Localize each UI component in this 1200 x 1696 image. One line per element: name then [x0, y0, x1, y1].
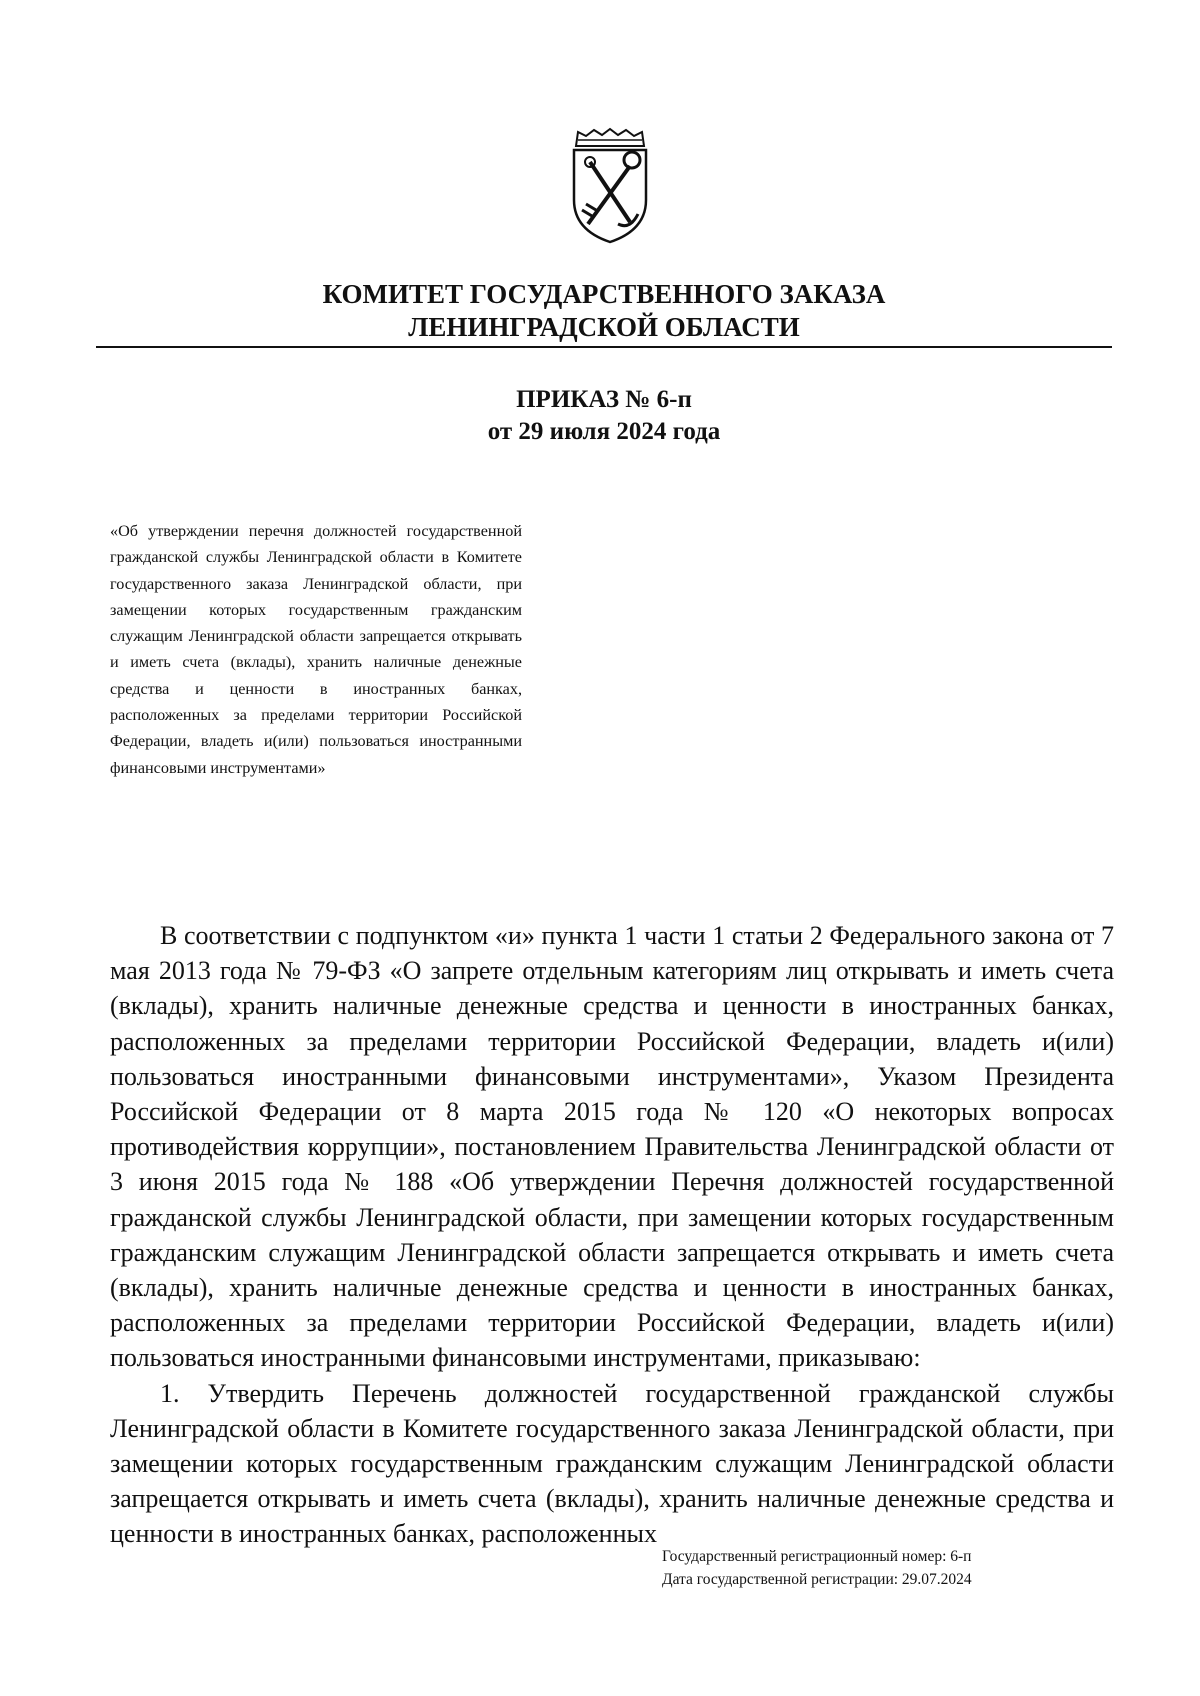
organization-name: [96, 278, 1112, 344]
preamble-paragraph: В соответствии с подпунктом «и» пункта 1 части 1 статьи 2 Федерального закона от 7 мая 2013 года № 79-ФЗ «О запрете отдельным категориям лиц открывать и иметь счета (вклады), хранить наличные денежные средства и ценности в иностранных банках, расположенных за пределами территории Российской Федерации, владеть и(или) пользоваться иностранными финансовыми инструментами», Указом Президента Российской Федерации от 8 марта 2015 года № 120 «О некоторых вопросах противодействия коррупции», постановлением Правительства Ленинградской области от 3 июня 2015 года № 188 «Об утверждении Перечня должностей государственной гражданской службы Ленинградской области, при замещении которых государственным гражданским служащим Ленинградской области запрещается открывать и иметь счета (вклады), хранить наличные денежные средства и ценности в иностранных банках, расположенных за пределами территории Российской Федерации, владеть и(или) пользоваться иностранными финансовыми инструментами, приказываю:: [110, 921, 1114, 1373]
order-title: ПРИКАЗ № 6-п: [516, 386, 692, 413]
order-body: [110, 918, 1114, 1552]
order-subject: «Об утверждении перечня должностей государственной гражданской службы Ленинградской области в Комитете государственного заказа Ленинградской области, при замещении которых государственным гражданским служащим Ленинградской области запрещается открывать и иметь счета (вклады), хранить наличные денежные средства и ценности в иностранных банках, расположенных за пределами территории Российской Федерации, владеть и(или) пользоваться иностранными финансовыми инструментами»: [110, 522, 522, 777]
coat-of-arms-icon: [568, 126, 652, 244]
item-1-paragraph: 1. Утвердить Перечень должностей государственной гражданской службы Ленинградской области в Комитете государственного заказа Ленинградской области, при замещении которых государственным гражданским служащим Ленинградской области запрещается открывать и иметь счета (вклады), хранить наличные денежные средства и ценности в иностранных банках, расположенных: [110, 1378, 1114, 1549]
organization-line-2: ЛЕНИНГРАДСКОЙ ОБЛАСТИ: [408, 312, 800, 342]
registration-stamp: [662, 1545, 972, 1591]
order-heading: [96, 384, 1112, 448]
order-date: от 29 июля 2024 года: [487, 418, 721, 445]
registration-date: Дата государственной регистрации: 29.07.2024: [662, 1571, 972, 1588]
registration-number: Государственный регистрационный номер: 6-п: [662, 1548, 972, 1565]
organization-line-1: КОМИТЕТ ГОСУДАРСТВЕННОГО ЗАКАЗА: [322, 279, 886, 309]
header-divider: [96, 346, 1112, 348]
